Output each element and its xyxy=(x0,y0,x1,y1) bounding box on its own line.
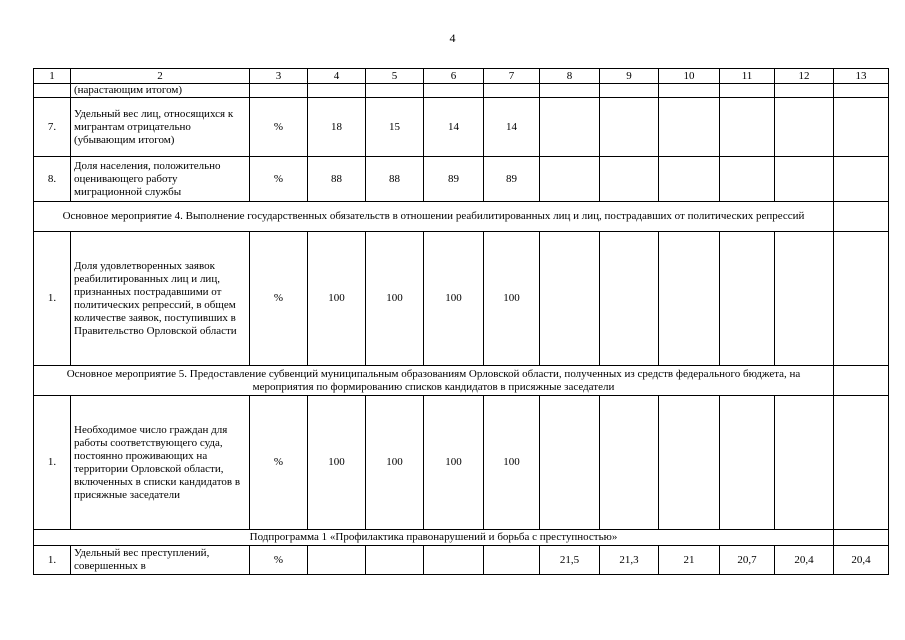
indicator-name: Необходимое число граждан для работы соответствующего суда, постоянно проживающих на территории Орловской области, включенных в списки кандидатов в присяжные заседатели xyxy=(71,396,250,530)
row-number: 1. xyxy=(34,546,71,575)
value-cell xyxy=(659,396,720,530)
header-cell: 2 xyxy=(71,69,250,84)
unit-cell: % xyxy=(250,157,308,202)
header-cell: 8 xyxy=(540,69,600,84)
value-cell xyxy=(600,157,659,202)
value-cell: 100 xyxy=(484,232,540,366)
header-cell: 4 xyxy=(308,69,366,84)
value-cell xyxy=(720,84,775,98)
value-cell xyxy=(775,157,834,202)
empty-cell xyxy=(834,530,889,546)
row-number: 1. xyxy=(34,396,71,530)
value-cell: 100 xyxy=(308,396,366,530)
value-cell xyxy=(775,396,834,530)
value-cell xyxy=(834,157,889,202)
unit-cell: % xyxy=(250,396,308,530)
unit-cell: % xyxy=(250,232,308,366)
empty-cell xyxy=(834,366,889,396)
value-cell: 20,4 xyxy=(834,546,889,575)
table-row xyxy=(34,157,889,202)
value-cell: 15 xyxy=(366,98,424,157)
value-cell xyxy=(659,98,720,157)
value-cell xyxy=(366,546,424,575)
value-cell: 21 xyxy=(659,546,720,575)
value-cell: 14 xyxy=(484,98,540,157)
indicator-name: (нарастающим итогом) xyxy=(71,84,250,98)
unit-cell: % xyxy=(250,546,308,575)
value-cell: 100 xyxy=(366,396,424,530)
unit-cell: % xyxy=(250,98,308,157)
section-row xyxy=(34,366,889,396)
section-heading: Основное мероприятие 5. Предоставление субвенций муниципальным образованиям Орловской области, полученных из средств федерального бюджета, на мероприятия по формированию списков кандидатов в присяжные заседатели xyxy=(34,366,834,396)
value-cell xyxy=(484,546,540,575)
indicator-name: Доля удовлетворенных заявок реабилитированных лиц и лиц, признанных пострадавшими от политических репрессий, в общем количестве заявок, поступивших в Правительство Орловской области xyxy=(71,232,250,366)
value-cell xyxy=(600,84,659,98)
value-cell xyxy=(600,98,659,157)
header-cell: 9 xyxy=(600,69,659,84)
value-cell xyxy=(540,157,600,202)
value-cell xyxy=(720,232,775,366)
value-cell: 18 xyxy=(308,98,366,157)
header-cell: 5 xyxy=(366,69,424,84)
header-cell: 11 xyxy=(720,69,775,84)
value-cell xyxy=(366,84,424,98)
empty-cell xyxy=(834,202,889,232)
value-cell xyxy=(600,396,659,530)
indicator-name: Удельный вес преступлений, совершенных в xyxy=(71,546,250,575)
indicator-name: Удельный вес лиц, относящихся к мигрантам отрицательно (убывающим итогом) xyxy=(71,98,250,157)
value-cell: 14 xyxy=(424,98,484,157)
value-cell xyxy=(659,84,720,98)
value-cell xyxy=(540,396,600,530)
value-cell xyxy=(834,98,889,157)
value-cell: 100 xyxy=(308,232,366,366)
value-cell xyxy=(834,232,889,366)
value-cell xyxy=(659,232,720,366)
value-cell xyxy=(484,84,540,98)
section-heading: Основное мероприятие 4. Выполнение государственных обязательств в отношении реабилитированных лиц и лиц, пострадавших от политических репрессий xyxy=(34,202,834,232)
value-cell: 88 xyxy=(366,157,424,202)
table-row xyxy=(34,396,889,530)
section-row xyxy=(34,202,889,232)
table-row xyxy=(34,232,889,366)
value-cell xyxy=(424,546,484,575)
row-number: 8. xyxy=(34,157,71,202)
value-cell: 100 xyxy=(366,232,424,366)
header-cell: 3 xyxy=(250,69,308,84)
value-cell: 20,7 xyxy=(720,546,775,575)
row-number xyxy=(34,84,71,98)
value-cell xyxy=(775,98,834,157)
value-cell xyxy=(720,396,775,530)
value-cell: 89 xyxy=(484,157,540,202)
value-cell xyxy=(540,98,600,157)
value-cell xyxy=(834,396,889,530)
unit-cell xyxy=(250,84,308,98)
value-cell xyxy=(424,84,484,98)
value-cell: 21,3 xyxy=(600,546,659,575)
value-cell xyxy=(540,232,600,366)
header-cell: 6 xyxy=(424,69,484,84)
section-heading: Подпрограмма 1 «Профилактика правонарушений и борьба с преступностью» xyxy=(34,530,834,546)
value-cell xyxy=(834,84,889,98)
value-cell xyxy=(540,84,600,98)
value-cell: 100 xyxy=(424,396,484,530)
value-cell xyxy=(720,98,775,157)
header-cell: 7 xyxy=(484,69,540,84)
value-cell xyxy=(775,84,834,98)
table-row xyxy=(34,546,889,575)
page-number: 4 xyxy=(449,31,456,45)
row-number: 1. xyxy=(34,232,71,366)
value-cell: 100 xyxy=(424,232,484,366)
indicators-table xyxy=(33,68,889,575)
value-cell: 88 xyxy=(308,157,366,202)
section-row xyxy=(34,530,889,546)
value-cell: 89 xyxy=(424,157,484,202)
value-cell xyxy=(775,232,834,366)
value-cell: 100 xyxy=(484,396,540,530)
value-cell xyxy=(600,232,659,366)
value-cell xyxy=(308,546,366,575)
value-cell: 20,4 xyxy=(775,546,834,575)
header-cell: 10 xyxy=(659,69,720,84)
header-cell: 1 xyxy=(34,69,71,84)
header-cell: 13 xyxy=(834,69,889,84)
value-cell: 21,5 xyxy=(540,546,600,575)
value-cell xyxy=(720,157,775,202)
row-number: 7. xyxy=(34,98,71,157)
header-row xyxy=(34,69,889,84)
header-cell: 12 xyxy=(775,69,834,84)
value-cell xyxy=(659,157,720,202)
value-cell xyxy=(308,84,366,98)
table-row xyxy=(34,84,889,98)
indicator-name: Доля населения, положительно оценивающего работу миграционной службы xyxy=(71,157,250,202)
table-row xyxy=(34,98,889,157)
